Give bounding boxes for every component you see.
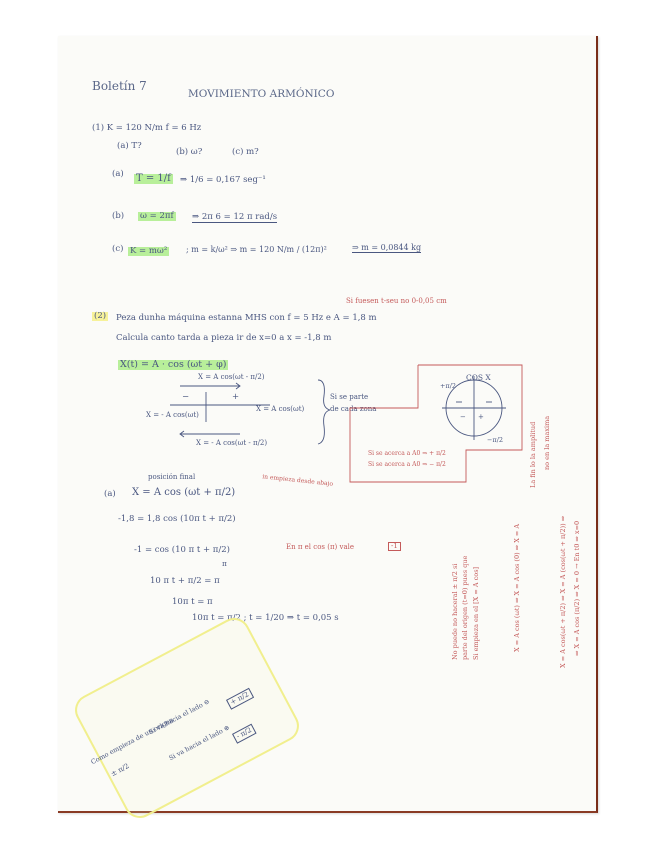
vertical-note-1: No puede no haceral ± π/2 si: [451, 563, 459, 660]
p2-step1: X = A cos (ωt + π/2): [132, 487, 236, 498]
p2-line1: Peza dunha máquina estanna MHS con f = 5 Hz e A = 1,8 m: [116, 313, 377, 323]
diagram-right-label: X = A cos(ωt): [256, 405, 305, 413]
diagram-top-label: X = A cos(ωt - π/2): [198, 373, 265, 381]
problem1-question-c: (c) m?: [232, 147, 259, 157]
yellow-note-box2: - π/2: [232, 724, 257, 744]
vertical-note-8: ⇒ X = A cos (π/2) ⇒ X = 0 → En t0 ⇒ x=0: [573, 520, 581, 656]
p2-step3-box: -1: [388, 542, 401, 551]
circle-title: COS X: [466, 373, 491, 382]
diagram-plus: +: [232, 392, 240, 402]
p1-a-result: ⇒ 1/6 = 0,167 seg⁻¹: [180, 175, 266, 185]
p2-step2: -1,8 = 1,8 cos (10π t + π/2): [118, 514, 236, 524]
vertical-note-6: no en la maxima: [543, 415, 551, 470]
p2-step5: 10π t = π: [172, 597, 213, 607]
p2-side-note: Si fuesen t-seu no 0-0,05 cm: [346, 297, 447, 305]
yellow-note-box1: + π/2: [226, 688, 254, 710]
diagram-bottom-label: X = - A cos(ωt - π/2): [196, 439, 268, 447]
p1-b-label: (b): [112, 211, 125, 221]
problem1-question-a: (a) T?: [117, 141, 142, 151]
yellow-note-line3: Si va hacia el lado ⊖: [147, 697, 211, 737]
vertical-note-4: X = A cos (ωt) ⇒ X = A cos (0) ⇒ X = A: [513, 523, 521, 652]
red-box-note-2: Si se acerca a A0 ⇒ − π/2: [368, 461, 446, 468]
p2-step3: -1 = cos (10 π t + π/2): [134, 545, 230, 555]
vertical-note-5: La fin lo la amplitud: [529, 421, 537, 488]
problem1-question-b: (b) ω?: [176, 147, 203, 157]
topic-heading: MOVIMIENTO ARMÓNICO: [188, 88, 335, 100]
p1-a-label: (a): [112, 169, 124, 179]
p1-c-result: ⇒ m = 0,0844 kg: [352, 243, 422, 252]
p2-a-label: (a): [104, 489, 116, 499]
brace-note-2: de cada zona: [330, 405, 377, 413]
boletin-heading: Boletín 7: [92, 79, 147, 93]
unit-circle-diagram: [346, 360, 530, 490]
circle-minus: −: [460, 413, 466, 421]
position-note: posición final: [148, 473, 196, 481]
circle-bottom-label: −π/2: [487, 436, 504, 444]
vertical-note-7: X = A cos(ωt + π/2) ⇒ X = A (cos(ωt + π/2)) ⇒: [559, 515, 567, 668]
vertical-note-3: Si empieza en el [X = A cos]: [472, 566, 480, 660]
p1-c-label: (c): [112, 244, 124, 254]
problem1-statement: (1) K = 120 N/m f = 6 Hz: [92, 123, 202, 133]
p1-b-formula: ω = 2πf: [140, 211, 174, 221]
p1-c-step: ; m = k/ω² ⇒ m = 120 N/m / (12π)²: [186, 245, 327, 254]
p2-general-equation: X(t) = A · cos (ωt + φ): [120, 359, 227, 370]
p2-step3-pi: π: [222, 559, 227, 568]
p2-step4: 10 π t + π/2 = π: [150, 576, 220, 586]
p1-a-formula: T = 1/f: [136, 173, 171, 184]
p1-b-result: ⇒ 2π 6 = 12 π rad/s: [192, 212, 278, 222]
empieza-note: in empieza desde abajo: [261, 473, 334, 488]
yellow-note-line4: Si va hacia el lado ⊕: [167, 723, 231, 763]
red-box-note-1: Si se acerca a A0 ⇒ + π/2: [368, 450, 446, 457]
diagram-left-label: X = - A cos(ωt): [146, 411, 199, 419]
circle-plus: +: [478, 413, 484, 421]
circle-top-label: +π/2: [440, 382, 457, 390]
vertical-note-2: parte del origen (t=0) pues que: [461, 555, 469, 660]
p2-step6: 10π t = π/2 ; t = 1/20 ⇒ t = 0,05 s: [192, 613, 339, 623]
yellow-note-line1: Como empieza de un origen: [89, 715, 175, 767]
p1-c-formula: K = mω²: [130, 246, 168, 256]
brace-note-1: Si se parte: [330, 393, 369, 401]
p2-line2: Calcula canto tarda a pieza ir de x=0 a x = -1,8 m: [116, 333, 332, 343]
p2-step3-note: En π el cos (π) vale: [286, 543, 355, 551]
p2-label: (2): [94, 311, 107, 321]
yellow-note-line2: ± π/2: [109, 761, 131, 779]
diagram-minus: −: [182, 392, 190, 402]
